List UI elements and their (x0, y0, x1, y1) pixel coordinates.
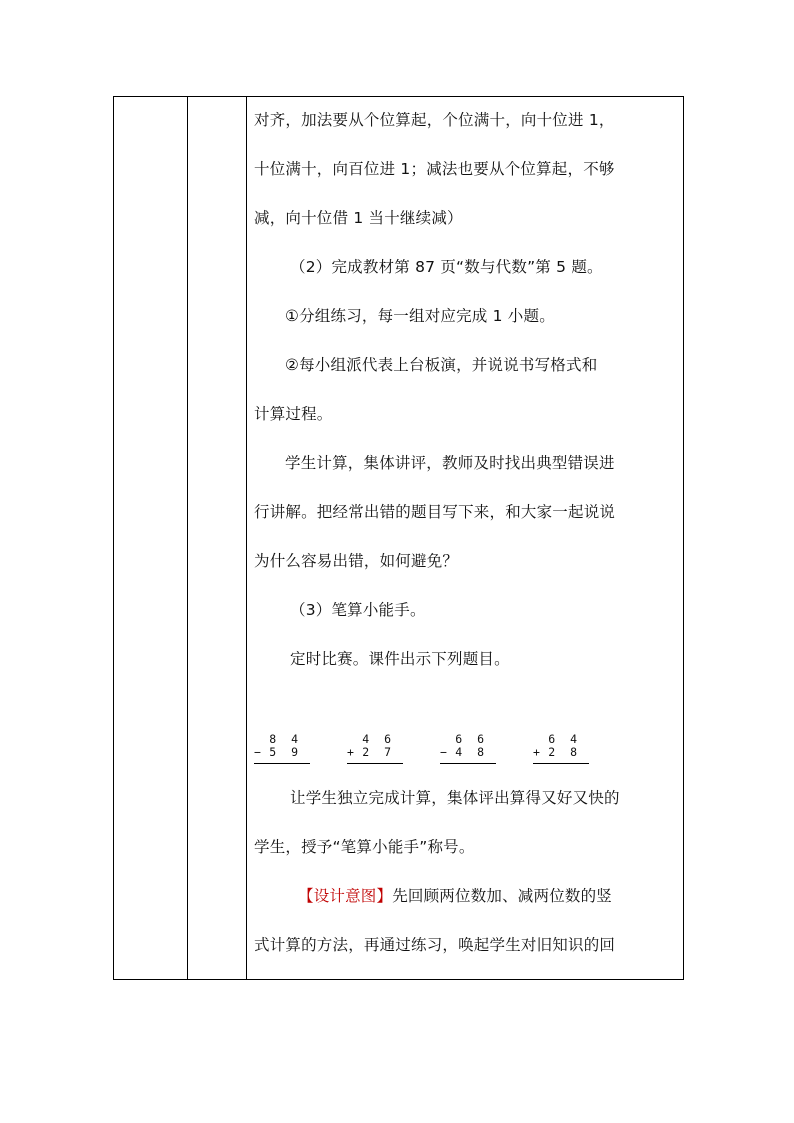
calc-rule (533, 763, 589, 764)
calc-top: 8 4 (269, 732, 302, 746)
design-intent-text: 先回顾两位数加、减两位数的竖 (392, 887, 613, 905)
calc-top: 4 6 (362, 732, 395, 746)
text-line: 为什么容易出错，如何避免？ (254, 552, 459, 570)
calc-bottom: 2 7 (362, 745, 395, 759)
text-line: 十位满十，向百位进 1；减法也要从个位算起，不够 (254, 160, 615, 178)
calc-operator: − (254, 745, 261, 759)
text-line: 式计算的方法，再通过练习，唤起学生对旧知识的回 (254, 936, 616, 954)
calc-rule (254, 763, 310, 764)
calc-bottom: 2 8 (548, 745, 581, 759)
calc-operator: − (440, 745, 447, 759)
design-intent-line (254, 872, 724, 921)
text-line: 减，向十位借 1 当十继续减） (254, 209, 463, 227)
text-line: 学生计算，集体讲评，教师及时找出典型错误进 (285, 454, 615, 472)
text-line: （2）完成教材第 87 页“数与代数”第 5 题。 (290, 258, 603, 276)
calc-bottom: 5 9 (269, 745, 302, 759)
text-line: ②每小组派代表上台板演，并说说书写格式和 (285, 356, 598, 374)
text-line: ①分组练习，每一组对应完成 1 小题。 (285, 307, 555, 325)
text-line: 计算过程。 (254, 405, 333, 423)
text-line: 让学生独立完成计算，集体评出算得又好又快的 (290, 789, 620, 807)
calc-top: 6 6 (455, 732, 488, 746)
column-divider (187, 97, 188, 979)
calc-rule (440, 763, 496, 764)
calc-rule (347, 763, 403, 764)
calc-operator: + (347, 745, 354, 759)
column-divider (246, 97, 247, 979)
text-line: 行讲解。把经常出错的题目写下来，和大家一起说说 (254, 503, 616, 521)
calc-operator: + (533, 745, 540, 759)
text-line: 对齐，加法要从个位算起，个位满十，向十位进 1， (254, 111, 615, 129)
design-intent-tag: 【设计意图】 (298, 887, 393, 905)
calc-bottom: 4 8 (455, 745, 488, 759)
calc-top: 6 4 (548, 732, 581, 746)
text-line: 学生，授予“笔算小能手”称号。 (254, 838, 475, 856)
text-line: 定时比赛。课件出示下列题目。 (290, 650, 510, 668)
text-line: （3）笔算小能手。 (290, 601, 426, 619)
